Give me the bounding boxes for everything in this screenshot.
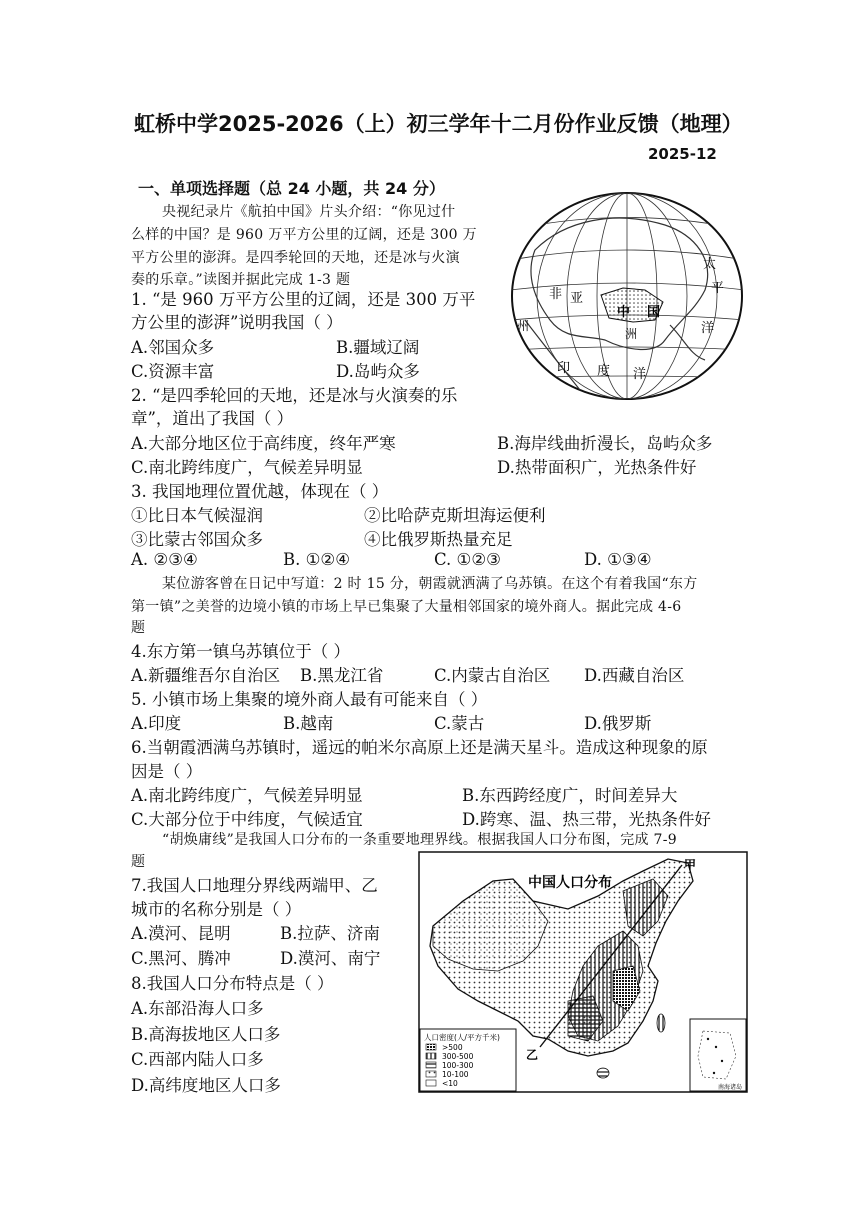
globe-label: 印 bbox=[557, 361, 571, 376]
statement: ①比日本气候湿润 bbox=[131, 506, 263, 525]
globe-label: 非 bbox=[549, 287, 563, 302]
option: C.南北跨纬度广，气候差异明显 bbox=[131, 458, 363, 477]
globe-label: 洋 bbox=[701, 321, 715, 336]
option: A.东部沿海人口多 bbox=[131, 999, 264, 1018]
option: D.西藏自治区 bbox=[584, 666, 685, 685]
page-title: 虹桥中学2025-2026（上）初三学年十二月份作业反馈（地理） bbox=[134, 112, 743, 136]
option: C. ①②③ bbox=[434, 550, 501, 569]
option: A.邻国众多 bbox=[131, 338, 215, 357]
intro-line: 奏的乐章。”读图并据此完成 1-3 题 bbox=[131, 272, 351, 288]
intro-line: 第一镇”之美誉的边境小镇的市场上早已集聚了大量相邻国家的境外商人。据此完成 4-6 bbox=[131, 599, 682, 615]
option: A.新疆维吾尔自治区 bbox=[131, 666, 281, 685]
option: C.资源丰富 bbox=[131, 362, 215, 381]
option: C.黑河、腾冲 bbox=[131, 949, 231, 968]
intro-line: “胡焕庸线”是我国人口分布的一条重要地理界线。根据我国人口分布图，完成 7-9 bbox=[162, 832, 678, 848]
section-heading: 一、单项选择题（总 24 小题，共 24 分） bbox=[138, 179, 445, 198]
marker-jia: 甲 bbox=[684, 858, 697, 872]
option: B. ①②④ bbox=[283, 550, 350, 569]
option: C.西部内陆人口多 bbox=[131, 1050, 264, 1069]
globe-label: 国 bbox=[647, 305, 661, 320]
globe-label: 州 bbox=[517, 319, 530, 333]
question-stem: 6.当朝霞洒满乌苏镇时，遥远的帕米尔高原上还是满天星斗。造成这种现象的原 bbox=[131, 738, 708, 757]
map-title: 中国人口分布 bbox=[528, 875, 612, 891]
globe-label: 洲 bbox=[625, 327, 638, 341]
option: A.大部分地区位于高纬度，终年严寒 bbox=[131, 434, 396, 453]
legend-entry: 10-100 bbox=[442, 1070, 469, 1079]
option: B.疆域辽阔 bbox=[336, 338, 420, 357]
date-label: 2025-12 bbox=[648, 145, 717, 163]
option: D.漠河、南宁 bbox=[280, 949, 381, 968]
option: D. ①③④ bbox=[584, 550, 652, 569]
intro-line: 题 bbox=[131, 854, 146, 870]
option: C.内蒙古自治区 bbox=[434, 666, 551, 685]
question-stem: 城市的名称分别是（ ） bbox=[131, 900, 302, 919]
option: B.东西跨经度广，时间差异大 bbox=[462, 786, 678, 805]
legend-entry: 100-300 bbox=[442, 1061, 474, 1070]
globe-label: 亚 bbox=[570, 291, 584, 306]
option: A.南北跨纬度广，气候差异明显 bbox=[131, 786, 363, 805]
option: B.越南 bbox=[283, 714, 334, 733]
legend-entry: <10 bbox=[442, 1079, 458, 1088]
option: D.跨寒、温、热三带，光热条件好 bbox=[462, 810, 711, 829]
legend-title: 人口密度(人/平方千米) bbox=[424, 1033, 500, 1042]
legend-entry: >500 bbox=[442, 1043, 463, 1052]
legend-entry: 300-500 bbox=[442, 1052, 474, 1061]
intro-line: 某位游客曾在日记中写道：2 时 15 分，朝霞就洒满了乌苏镇。在这个有着我国“东方 bbox=[162, 576, 698, 592]
option: C.大部分位于中纬度，气候适宜 bbox=[131, 810, 363, 829]
question-stem: 因是（ ） bbox=[131, 762, 203, 781]
globe-map bbox=[505, 190, 745, 406]
marker-yi: 乙 bbox=[526, 1048, 539, 1062]
option: A.印度 bbox=[131, 714, 182, 733]
question-stem: 8.我国人口分布特点是（ ） bbox=[131, 974, 334, 993]
question-stem: 5. 小镇市场上集聚的境外商人最有可能来自（ ） bbox=[131, 690, 488, 709]
option: B.拉萨、济南 bbox=[280, 924, 380, 943]
globe-label: 太 bbox=[703, 257, 717, 272]
option: A.漠河、昆明 bbox=[131, 924, 231, 943]
option: D.俄罗斯 bbox=[584, 714, 652, 733]
intro-line: 题 bbox=[131, 620, 146, 636]
question-stem: 1. “是 960 万平方公里的辽阔，还是 300 万平 bbox=[131, 290, 476, 309]
question-stem: 7.我国人口地理分界线两端甲、乙 bbox=[131, 876, 378, 895]
option: B.海岸线曲折漫长，岛屿众多 bbox=[497, 434, 713, 453]
intro-line: 么样的中国？是 960 万平方公里的辽阔，还是 300 万 bbox=[131, 227, 477, 243]
globe-label: 度 bbox=[597, 364, 611, 379]
question-stem: 章”，道出了我国（ ） bbox=[131, 409, 294, 428]
globe-label: 洋 bbox=[633, 367, 647, 382]
question-stem: 2. “是四季轮回的天地，还是冰与火演奏的乐 bbox=[131, 386, 458, 405]
option: B.黑龙江省 bbox=[300, 666, 384, 685]
option: D.热带面积广，光热条件好 bbox=[497, 458, 697, 477]
option: B.高海拔地区人口多 bbox=[131, 1025, 281, 1044]
option: A. ②③④ bbox=[131, 550, 198, 569]
globe-label: 平 bbox=[711, 281, 725, 296]
question-stem: 4.东方第一镇乌苏镇位于（ ） bbox=[131, 642, 350, 661]
question-stem: 方公里的澎湃”说明我国（ ） bbox=[131, 313, 343, 332]
intro-line: 央视纪录片《航拍中国》片头介绍：“你见过什 bbox=[162, 204, 456, 220]
statement: ②比哈萨克斯坦海运便利 bbox=[364, 506, 546, 525]
option: D.岛屿众多 bbox=[336, 362, 420, 381]
option: C.蒙古 bbox=[434, 714, 485, 733]
statement: ③比蒙古邻国众多 bbox=[131, 530, 263, 549]
globe-label: 中 bbox=[617, 305, 631, 320]
statement: ④比俄罗斯热量充足 bbox=[364, 530, 513, 549]
population-map bbox=[418, 851, 748, 1093]
intro-line: 平方公里的澎湃。是四季轮回的天地，还是冰与火演 bbox=[131, 250, 460, 266]
option: D.高纬度地区人口多 bbox=[131, 1076, 281, 1095]
inset-label: 南海诸岛 bbox=[718, 1084, 743, 1091]
question-stem: 3. 我国地理位置优越，体现在（ ） bbox=[131, 482, 389, 501]
